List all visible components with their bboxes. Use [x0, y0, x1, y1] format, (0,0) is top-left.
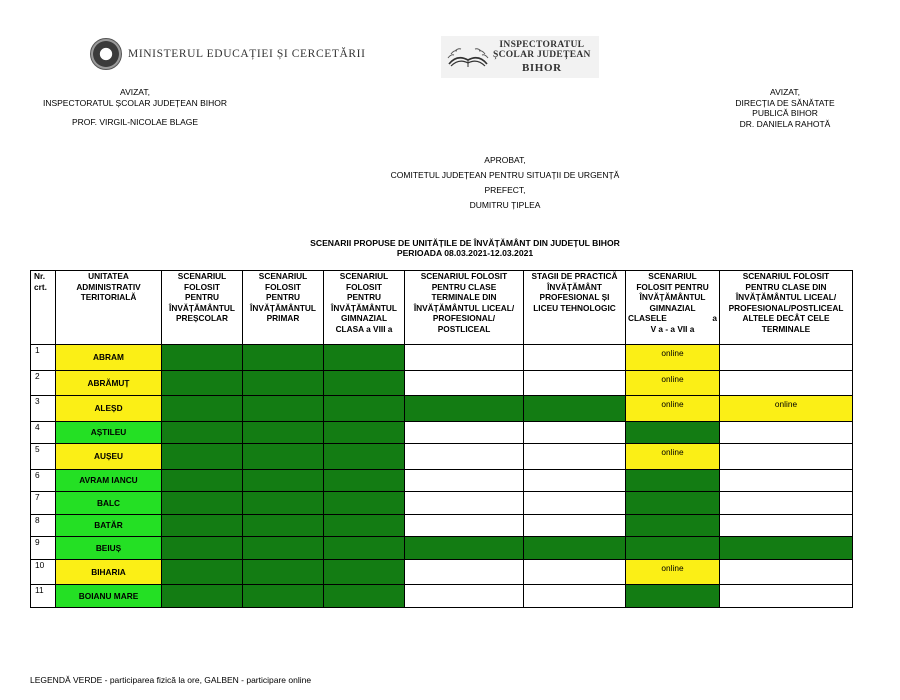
coat-of-arms-icon: [90, 38, 122, 70]
unit-name: AȘTILEU: [56, 421, 162, 444]
unit-name: ABRAM: [56, 345, 162, 371]
scenario-cell: [405, 537, 524, 560]
scenario-cell: [324, 559, 405, 585]
scenario-cell: [405, 345, 524, 371]
scenario-cell: [243, 514, 324, 537]
table-row: [31, 345, 853, 371]
row-number: 5: [31, 444, 56, 470]
scenario-cell: [720, 514, 853, 537]
scenario-cell: [524, 585, 626, 608]
ministry-name: MINISTERUL EDUCAȚIEI ȘI CERCETĂRII: [128, 48, 366, 60]
scenario-cell: [162, 421, 243, 444]
legend: LEGENDĂ VERDE - participarea fizică la ore, GALBEN - participare online: [30, 675, 312, 685]
row-number: 11: [31, 585, 56, 608]
scenario-cell: [243, 492, 324, 515]
approval-committee: COMITETUL JUDEȚEAN PENTRU SITUAȚII DE URGENȚĂ: [390, 170, 620, 180]
unit-name: AUȘEU: [56, 444, 162, 470]
scenario-cell: [405, 421, 524, 444]
table-row: [31, 537, 853, 560]
row-number: 8: [31, 514, 56, 537]
scenario-cell: [626, 492, 720, 515]
scenario-cell: [626, 537, 720, 560]
approval-signatory: DUMITRU ȚIPLEA: [469, 200, 541, 210]
scenario-cell: [243, 469, 324, 492]
scenario-cell: [243, 559, 324, 585]
isj-name: [493, 40, 591, 73]
scenario-cell: [243, 444, 324, 470]
scenario-cell: [405, 469, 524, 492]
scenario-cell: [324, 537, 405, 560]
scenario-cell: [405, 492, 524, 515]
approval-title: APROBAT,: [484, 155, 526, 165]
scenario-cell: [524, 444, 626, 470]
scenario-cell: [720, 559, 853, 585]
scenario-cell: [162, 444, 243, 470]
scenario-cell: [720, 469, 853, 492]
approval-role: PREFECT,: [484, 185, 526, 195]
scenario-cell: [626, 469, 720, 492]
scenario-cell: [720, 421, 853, 444]
right-approval-org2: PUBLICĂ BIHOR: [752, 108, 818, 118]
unit-name: BALC: [56, 492, 162, 515]
unit-name: BATĂR: [56, 514, 162, 537]
scenario-cell: [243, 537, 324, 560]
scenario-cell: [243, 345, 324, 371]
table-row: [31, 469, 853, 492]
table-header-row: [31, 271, 853, 345]
scenario-cell: [324, 469, 405, 492]
header-primar: SCENARIUL FOLOSIT PENTRU ÎNVĂȚĂMÂNTUL PRIMAR: [243, 271, 324, 345]
scenario-cell: [324, 444, 405, 470]
scenario-cell: [626, 514, 720, 537]
scenario-cell: [524, 370, 626, 396]
scenario-cell: [324, 370, 405, 396]
unit-name: AVRAM IANCU: [56, 469, 162, 492]
right-approval-title: AVIZAT,: [770, 87, 800, 97]
isj-logo: [441, 36, 599, 78]
scenario-cell: [162, 585, 243, 608]
scenario-table: [30, 270, 853, 608]
scenario-cell: [162, 537, 243, 560]
unit-name: BEIUȘ: [56, 537, 162, 560]
left-approval-title: AVIZAT,: [120, 87, 150, 97]
scenario-cell: [324, 396, 405, 422]
row-number: 3: [31, 396, 56, 422]
scenario-cell: [524, 492, 626, 515]
document-title: [230, 238, 700, 258]
left-approval-signatory: PROF. VIRGIL-NICOLAE BLAGE: [71, 117, 199, 127]
scenario-cell: [524, 396, 626, 422]
header-terminale: SCENARIUL FOLOSIT PENTRU CLASE TERMINALE DIN ÎNVĂȚĂMÂNTUL LICEAL/ PROFESIONAL/ POSTLICEAL: [405, 271, 524, 345]
scenario-cell: [243, 370, 324, 396]
scenario-cell: [405, 585, 524, 608]
table-row: [31, 370, 853, 396]
scenario-cell: online: [720, 396, 853, 422]
scenario-cell: [162, 559, 243, 585]
scenario-cell: [405, 514, 524, 537]
scenario-cell: [162, 469, 243, 492]
unit-name: BOIANU MARE: [56, 585, 162, 608]
approval-block: [330, 153, 680, 213]
open-book-laurel-icon: [445, 44, 491, 72]
unit-name: BIHARIA: [56, 559, 162, 585]
scenario-cell: [162, 370, 243, 396]
row-number: 9: [31, 537, 56, 560]
header-gimnazial-5-7: SCENARIUL FOLOSIT PENTRU ÎNVĂȚĂMÂNTUL GIMNAZIAL CLASELE a V a - a VII a: [626, 271, 720, 345]
scenario-cell: [162, 396, 243, 422]
unit-name: ABRĂMUȚ: [56, 370, 162, 396]
header-unit: UNITATEA ADMINISTRATIV TERITORIALĂ: [56, 271, 162, 345]
scenario-cell: online: [626, 370, 720, 396]
table-row: [31, 492, 853, 515]
row-number: 10: [31, 559, 56, 585]
scenario-cell: [324, 585, 405, 608]
scenario-cell: [405, 444, 524, 470]
table-row: [31, 444, 853, 470]
table-row: [31, 559, 853, 585]
scenario-cell: [626, 421, 720, 444]
scenario-cell: [524, 421, 626, 444]
table-row: [31, 585, 853, 608]
scenario-cell: [524, 514, 626, 537]
scenario-cell: online: [626, 345, 720, 371]
row-number: 1: [31, 345, 56, 371]
scenario-cell: [720, 370, 853, 396]
scenario-cell: [720, 585, 853, 608]
header-prescolar: SCENARIUL FOLOSIT PENTRU ÎNVĂȚĂMÂNTUL PREȘCOLAR: [162, 271, 243, 345]
scenario-cell: online: [626, 396, 720, 422]
header-altele: SCENARIUL FOLOSIT PENTRU CLASE DIN ÎNVĂȚĂMÂNTUL LICEAL/ PROFESIONAL/POSTLICEAL ALTELE DECÂT CELE TERMINALE: [720, 271, 853, 345]
scenario-cell: online: [626, 559, 720, 585]
scenario-cell: [626, 585, 720, 608]
left-approval-org: INSPECTORATUL ȘCOLAR JUDEȚEAN BIHOR: [42, 97, 228, 108]
scenario-cell: [720, 492, 853, 515]
row-number: 4: [31, 421, 56, 444]
scenario-cell: [720, 537, 853, 560]
scenario-cell: [162, 492, 243, 515]
left-approval-block: [30, 87, 240, 128]
scenario-cell: [405, 559, 524, 585]
right-approval-block: [715, 87, 855, 129]
scenario-cell: [243, 396, 324, 422]
scenario-cell: [524, 559, 626, 585]
row-number: 7: [31, 492, 56, 515]
scenario-cell: [243, 585, 324, 608]
scenario-cell: [162, 345, 243, 371]
unit-name: ALEȘD: [56, 396, 162, 422]
right-approval-signatory: DR. DANIELA RAHOTĂ: [739, 118, 831, 129]
scenario-cell: [324, 421, 405, 444]
scenario-cell: [524, 469, 626, 492]
isj-line1: INSPECTORATUL: [499, 40, 585, 50]
table-body: [31, 345, 853, 608]
table-row: [31, 514, 853, 537]
scenario-cell: [405, 396, 524, 422]
isj-line3: BIHOR: [521, 62, 562, 74]
scenario-cell: online: [626, 444, 720, 470]
scenario-cell: [324, 514, 405, 537]
row-number: 6: [31, 469, 56, 492]
scenario-cell: [720, 345, 853, 371]
right-approval-org: DIRECȚIA DE SĂNĂTATE: [735, 97, 835, 108]
header-gimnazial-8: SCENARIUL FOLOSIT PENTRU ÎNVĂȚĂMÂNTUL GIMNAZIAL CLASA a VIII a: [324, 271, 405, 345]
header-nr: Nr. crt.: [31, 271, 56, 345]
scenario-cell: [324, 345, 405, 371]
row-number: 2: [31, 370, 56, 396]
ministry-logo: [90, 38, 366, 70]
scenario-cell: [324, 492, 405, 515]
scenario-cell: [243, 421, 324, 444]
scenario-cell: [162, 514, 243, 537]
header-stagii: STAGII DE PRACTICĂ ÎNVĂȚĂMÂNT PROFESIONAL ȘI LICEU TEHNOLOGIC: [524, 271, 626, 345]
document-title-line1: SCENARII PROPUSE DE UNITĂȚILE DE ÎNVĂȚĂMÂNT DIN JUDEȚUL BIHOR: [310, 238, 620, 248]
scenario-cell: [405, 370, 524, 396]
scenario-cell: [524, 537, 626, 560]
scenario-cell: [524, 345, 626, 371]
table-row: [31, 421, 853, 444]
table-row: [31, 396, 853, 422]
scenario-cell: [720, 444, 853, 470]
document-title-line2: PERIOADA 08.03.2021-12.03.2021: [396, 248, 534, 258]
isj-line2: ȘCOLAR JUDEȚEAN: [493, 50, 591, 60]
